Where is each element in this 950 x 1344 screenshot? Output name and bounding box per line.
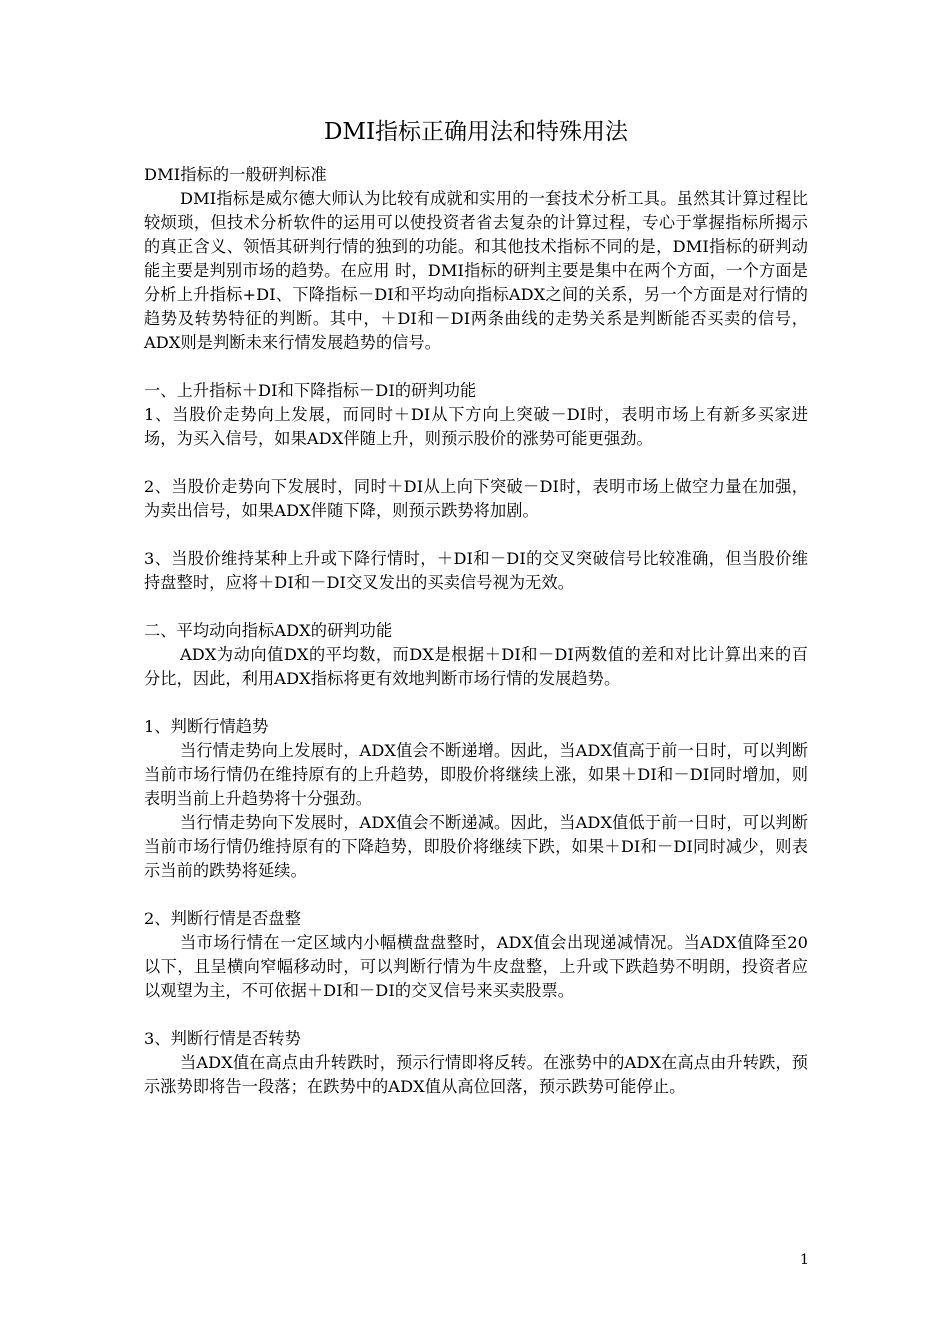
part2-body: ADX为动向值DX的平均数，而DX是根据＋DI和－DI两数值的差和对比计算出来的百分比，因此，利用ADX指标将更有效地判断市场行情的发展趋势。 — [144, 645, 808, 688]
sub1-paragraph-2: 当行情走势向下发展时，ADX值会不断递减。因此，当ADX值低于前一日时，可以判断当前市场行情仍维持原有的下降趋势，即股价将继续下跌，如果＋DI和－DI同时减少，则表示当前的跌势将延续。 — [144, 813, 808, 880]
part2-heading: 二、平均动向指标ADX的研判功能 — [144, 621, 393, 640]
intro-body: DMI指标是威尔德大师认为比较有成就和实用的一套技术分析工具。虽然其计算过程比较烦琐，但技术分析软件的运用可以使投资者省去复杂的计算过程，专心于掌握指标所揭示的真正含义、领悟其研判行情的独到的功能。和其他技术指标不同的是，DMI指标的研判动能主要是判别市场的趋势。在应用 时，DMI指标的研判主要是集中在两个方面，一个方面是分析上升指标+DI、下降指标－DI和平均动向指标ADX之间的关系，另一个方面是对行情的趋势及转势特征的判断。其中，＋DI和－DI两条曲线的走势关系是判断能否买卖的信号，ADX则是判断未来行情发展趋势的信号。 — [144, 189, 808, 352]
paragraph-gap — [144, 523, 808, 547]
part1-heading: 一、上升指标＋DI和下降指标－DI的研判功能 — [144, 381, 477, 400]
paragraph-gap — [144, 595, 808, 619]
part1-item-3: 3、当股价维持某种上升或下降行情时，＋DI和－DI的交叉突破信号比较准确，但当股价维持盘整时，应将＋DI和－DI交叉发出的买卖信号视为无效。 — [144, 549, 808, 592]
sub2-heading: 2、判断行情是否盘整 — [144, 909, 301, 928]
page-number: 1 — [800, 1252, 809, 1268]
document-page — [144, 115, 808, 1099]
sub3-paragraph: 当ADX值在高点由升转跌时，预示行情即将反转。在涨势中的ADX在高点由升转跌，预示涨势即将告一段落；在跌势中的ADX值从高位回落，预示跌势可能停止。 — [144, 1053, 808, 1096]
intro-heading: DMI指标的一般研判标准 — [144, 165, 327, 184]
part1-item-2: 2、当股价走势向下发展时，同时＋DI从上向下突破－DI时，表明市场上做空力量在加强，为卖出信号，如果ADX伴随下降，则预示跌势将加剧。 — [144, 477, 808, 520]
sub3-heading: 3、判断行情是否转势 — [144, 1029, 301, 1048]
document-title: DMI指标正确用法和特殊用法 — [323, 119, 629, 145]
paragraph-gap — [144, 1003, 808, 1027]
part1-item-1: 1、当股价走势向上发展，而同时＋DI从下方向上突破－DI时，表明市场上有新多买家进场，为买入信号，如果ADX伴随上升，则预示股价的涨势可能更强劲。 — [144, 405, 808, 448]
paragraph-gap — [144, 691, 808, 715]
sub1-paragraph-1: 当行情走势向上发展时，ADX值会不断递增。因此，当ADX值高于前一日时，可以判断当前市场行情仍在维持原有的上升趋势，即股价将继续上涨，如果＋DI和－DI同时增加，则表明当前上升趋势将十分强劲。 — [144, 741, 808, 808]
sub1-heading: 1、判断行情趋势 — [144, 717, 269, 736]
sub2-paragraph: 当市场行情在一定区域内小幅横盘盘整时，ADX值会出现递减情况。当ADX值降至20以下，且呈横向窄幅移动时，可以判断行情为牛皮盘整，上升或下跌趋势不明朗，投资者应以观望为主，不可依据＋DI和－DI的交叉信号来买卖股票。 — [144, 933, 808, 1000]
paragraph-gap — [144, 451, 808, 475]
paragraph-gap — [144, 883, 808, 907]
paragraph-gap — [144, 355, 808, 379]
